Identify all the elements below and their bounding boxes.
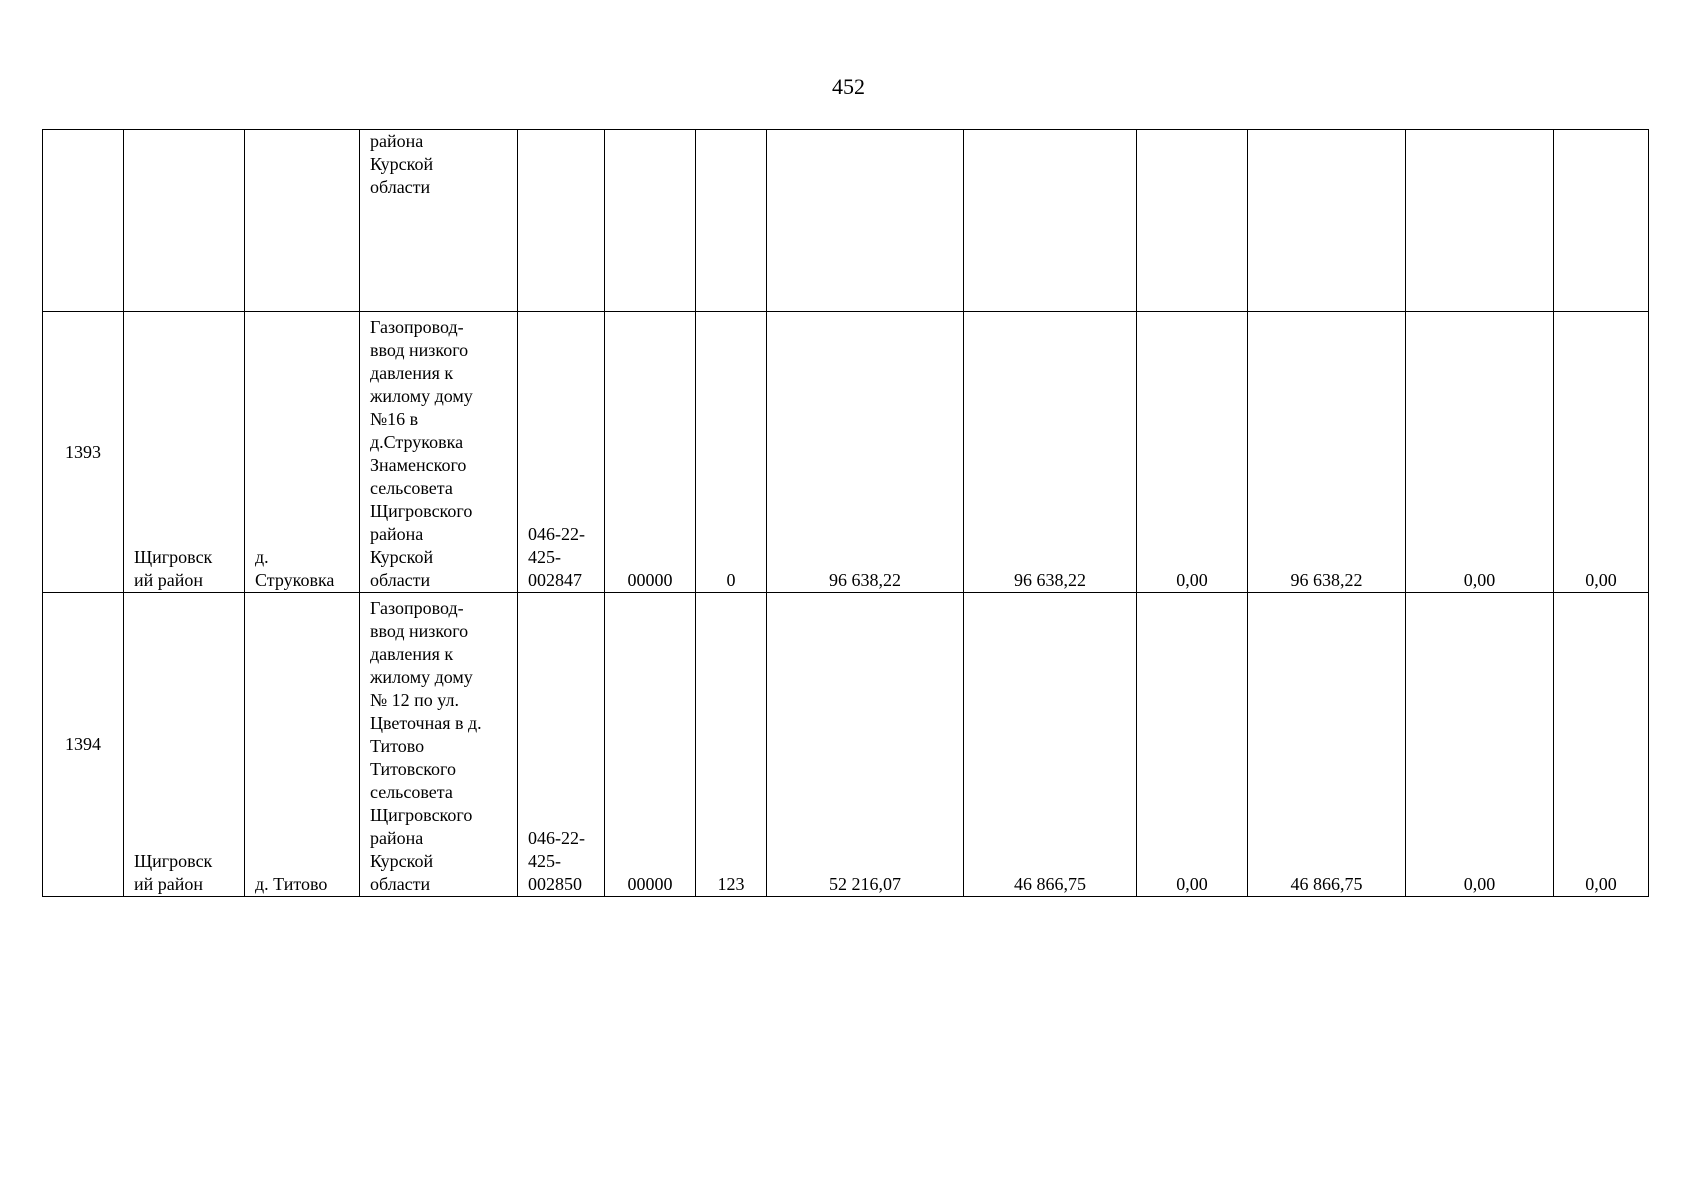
cell-col6: 00000 — [605, 593, 696, 897]
cell-settlement — [245, 130, 360, 312]
cell-settlement: д. Титово — [245, 593, 360, 897]
cell-settlement: д. Струковка — [245, 312, 360, 593]
cell-code — [518, 130, 605, 312]
cell-col8 — [767, 130, 964, 312]
cell-description: района Курской области — [360, 130, 518, 312]
cell-col12: 0,00 — [1406, 312, 1554, 593]
cell-district: Щигровск ий район — [124, 593, 245, 897]
cell-code: 046-22- 425- 002850 — [518, 593, 605, 897]
cell-col7: 123 — [696, 593, 767, 897]
cell-code: 046-22- 425- 002847 — [518, 312, 605, 593]
registry-table — [42, 129, 1649, 897]
table-row — [43, 312, 1649, 593]
cell-col13 — [1554, 130, 1649, 312]
cell-description: Газопровод- ввод низкого давления к жилому дому № 12 по ул. Цветочная в д. Титово Титовского сельсовета Щигровского района Курской области — [360, 593, 518, 897]
cell-col9: 46 866,75 — [964, 593, 1137, 897]
cell-district: Щигровск ий район — [124, 312, 245, 593]
cell-col6: 00000 — [605, 312, 696, 593]
cell-district — [124, 130, 245, 312]
cell-col6 — [605, 130, 696, 312]
cell-col9: 96 638,22 — [964, 312, 1137, 593]
cell-col13: 0,00 — [1554, 593, 1649, 897]
cell-col12: 0,00 — [1406, 593, 1554, 897]
table-row — [43, 593, 1649, 897]
table-row-continuation — [43, 130, 1649, 312]
cell-col8: 52 216,07 — [767, 593, 964, 897]
cell-description: Газопровод- ввод низкого давления к жилому дому №16 в д.Струковка Знаменского сельсовета Щигровского района Курской области — [360, 312, 518, 593]
cell-col10: 0,00 — [1137, 593, 1248, 897]
cell-col7 — [696, 130, 767, 312]
cell-col10 — [1137, 130, 1248, 312]
cell-col7: 0 — [696, 312, 767, 593]
cell-col11: 46 866,75 — [1248, 593, 1406, 897]
page-number: 452 — [832, 74, 865, 99]
cell-col12 — [1406, 130, 1554, 312]
cell-col13: 0,00 — [1554, 312, 1649, 593]
cell-num: 1393 — [43, 312, 124, 593]
cell-col11 — [1248, 130, 1406, 312]
cell-col11: 96 638,22 — [1248, 312, 1406, 593]
cell-num — [43, 130, 124, 312]
cell-col10: 0,00 — [1137, 312, 1248, 593]
cell-col9 — [964, 130, 1137, 312]
cell-num: 1394 — [43, 593, 124, 897]
cell-col8: 96 638,22 — [767, 312, 964, 593]
